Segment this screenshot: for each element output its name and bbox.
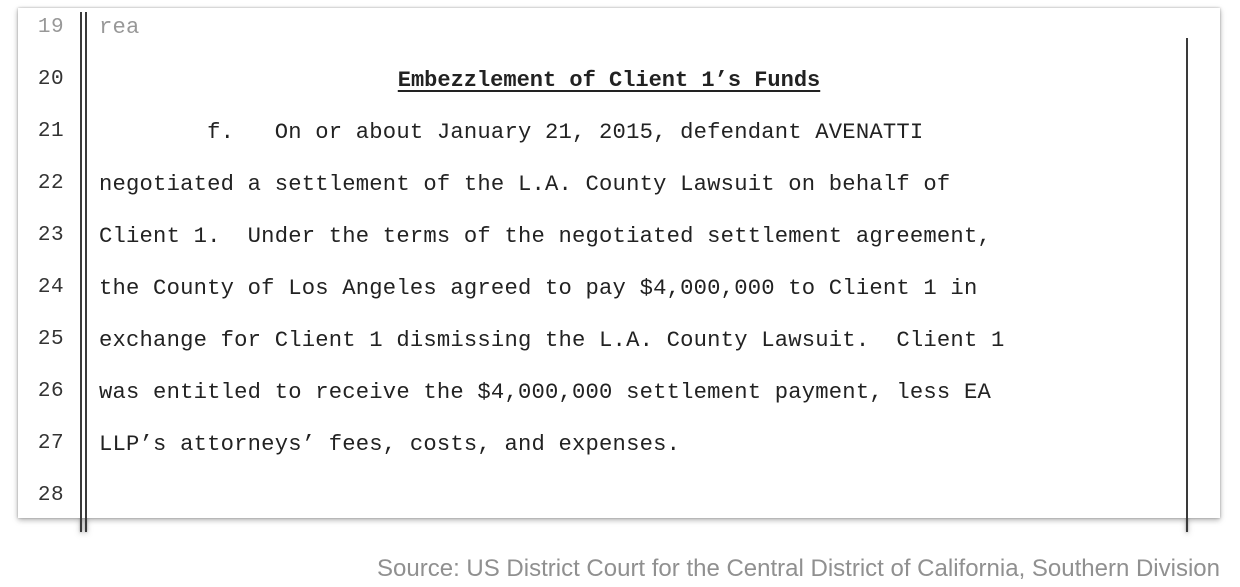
source-caption: Source: US District Court for the Central District of California, Southern Division [377,555,1220,582]
line-number: 21 [37,120,65,143]
line-number: 23 [37,224,65,247]
line-number: 24 [37,276,65,299]
partial-text-line: rea [99,15,140,40]
left-margin-rule-1 [80,12,82,532]
body-text-line: LLP’s attorneys’ fees, costs, and expenses. [99,432,681,457]
body-text-line: exchange for Client 1 dismissing the L.A. County Lawsuit. Client 1 [99,328,1005,353]
line-number: 28 [37,484,65,507]
body-text-line: Client 1. Under the terms of the negotiated settlement agreement, [99,224,991,249]
section-heading: Embezzlement of Client 1’s Funds [397,68,821,93]
line-number: 25 [37,328,65,351]
line-number: 22 [37,172,65,195]
right-margin-rule [1186,38,1188,532]
body-text-line: the County of Los Angeles agreed to pay $4,000,000 to Client 1 in [99,276,978,301]
left-margin-rule-2 [85,12,87,532]
body-text-line: f. On or about January 21, 2015, defendant AVENATTI [99,120,924,145]
body-text-line: was entitled to receive the $4,000,000 settlement payment, less EA [99,380,991,405]
line-number: 19 [37,16,65,39]
line-number: 27 [37,432,65,455]
line-number: 20 [37,68,65,91]
body-text-line: negotiated a settlement of the L.A. County Lawsuit on behalf of [99,172,951,197]
torn-document-excerpt [18,8,1220,518]
line-number: 26 [37,380,65,403]
